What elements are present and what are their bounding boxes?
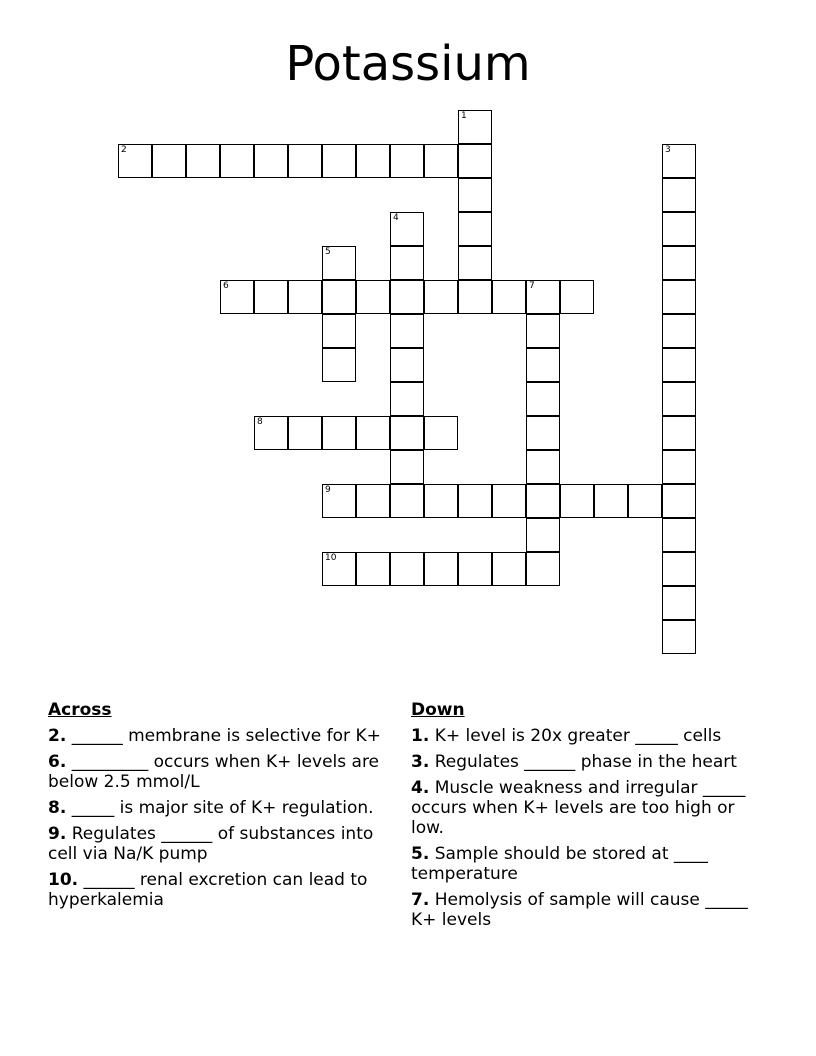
grid-cell[interactable] — [594, 484, 628, 518]
grid-cell[interactable] — [356, 280, 390, 314]
grid-cell[interactable] — [322, 348, 356, 382]
clue-number: 6. — [48, 752, 67, 772]
grid-cell[interactable] — [390, 382, 424, 416]
clue-text: _____ is major site of K+ regulation. — [66, 798, 374, 818]
clue-text: ______ membrane is selective for K+ — [66, 726, 381, 746]
grid-cell[interactable] — [220, 280, 254, 314]
grid-cell[interactable] — [526, 450, 560, 484]
grid-cell[interactable] — [390, 280, 424, 314]
grid-cell[interactable] — [662, 416, 696, 450]
grid-cell[interactable] — [390, 144, 424, 178]
grid-cell[interactable] — [390, 212, 424, 246]
grid-cell[interactable] — [662, 348, 696, 382]
clue-text: K+ level is 20x greater _____ cells — [429, 726, 722, 746]
grid-cell[interactable] — [560, 484, 594, 518]
clue-text: Regulates ______ of substances into cell via Na/K pump — [48, 824, 374, 864]
clue-text: Regulates ______ phase in the heart — [429, 752, 737, 772]
clue-number: 5. — [411, 844, 430, 864]
grid-cell[interactable] — [526, 552, 560, 586]
clue-across-6 — [48, 752, 388, 792]
grid-cell[interactable] — [288, 280, 322, 314]
grid-cell[interactable] — [458, 110, 492, 144]
grid-cell[interactable] — [526, 382, 560, 416]
grid-cell[interactable] — [526, 348, 560, 382]
grid-cell[interactable] — [662, 144, 696, 178]
grid-cell[interactable] — [254, 280, 288, 314]
cell-number: 4 — [393, 213, 399, 223]
grid-cell[interactable] — [322, 280, 356, 314]
clue-across-9 — [48, 824, 388, 864]
grid-cell[interactable] — [662, 586, 696, 620]
grid-cell[interactable] — [390, 348, 424, 382]
cell-number: 7 — [529, 281, 535, 291]
grid-cell[interactable] — [322, 416, 356, 450]
clue-number: 10. — [48, 870, 79, 890]
grid-cell[interactable] — [458, 212, 492, 246]
grid-cell[interactable] — [322, 552, 356, 586]
grid-cell[interactable] — [322, 484, 356, 518]
grid-cell[interactable] — [186, 144, 220, 178]
grid-cell[interactable] — [458, 246, 492, 280]
grid-cell[interactable] — [458, 552, 492, 586]
clue-number: 4. — [411, 778, 430, 798]
grid-cell[interactable] — [458, 280, 492, 314]
clue-across-10 — [48, 870, 388, 910]
grid-cell[interactable] — [526, 280, 560, 314]
grid-cell[interactable] — [662, 484, 696, 518]
grid-cell[interactable] — [424, 144, 458, 178]
clue-text: Muscle weakness and irregular _____ occurs when K+ levels are too high or low. — [411, 778, 746, 838]
cell-number: 3 — [665, 145, 671, 155]
grid-cell[interactable] — [662, 246, 696, 280]
grid-cell[interactable] — [458, 178, 492, 212]
across-heading: Across — [48, 700, 112, 720]
grid-cell[interactable] — [220, 144, 254, 178]
grid-cell[interactable] — [662, 314, 696, 348]
grid-cell[interactable] — [492, 280, 526, 314]
grid-cell[interactable] — [356, 416, 390, 450]
grid-cell[interactable] — [254, 144, 288, 178]
grid-cell[interactable] — [662, 382, 696, 416]
grid-cell[interactable] — [662, 450, 696, 484]
grid-cell[interactable] — [254, 416, 288, 450]
grid-cell[interactable] — [356, 552, 390, 586]
clue-text: Hemolysis of sample will cause _____ K+ levels — [411, 890, 748, 930]
grid-cell[interactable] — [424, 484, 458, 518]
grid-cell[interactable] — [356, 484, 390, 518]
grid-cell[interactable] — [628, 484, 662, 518]
down-heading: Down — [411, 700, 465, 720]
cell-number: 10 — [325, 553, 337, 563]
clue-down-1 — [411, 726, 751, 746]
grid-cell[interactable] — [424, 280, 458, 314]
cell-number: 8 — [257, 417, 263, 427]
clue-number: 2. — [48, 726, 67, 746]
cell-number: 6 — [223, 281, 229, 291]
grid-cell[interactable] — [390, 450, 424, 484]
clue-down-4 — [411, 778, 751, 838]
grid-cell[interactable] — [390, 484, 424, 518]
grid-cell[interactable] — [662, 620, 696, 654]
grid-cell[interactable] — [458, 484, 492, 518]
clue-number: 3. — [411, 752, 430, 772]
grid-cell[interactable] — [662, 518, 696, 552]
grid-cell[interactable] — [288, 144, 322, 178]
clue-across-2 — [48, 726, 388, 746]
grid-cell[interactable] — [322, 144, 356, 178]
grid-cell[interactable] — [526, 416, 560, 450]
clue-down-5 — [411, 844, 751, 884]
grid-cell[interactable] — [288, 416, 322, 450]
cell-number: 1 — [461, 111, 467, 121]
grid-cell[interactable] — [390, 416, 424, 450]
clue-across-8 — [48, 798, 388, 818]
grid-cell[interactable] — [492, 484, 526, 518]
across-clues — [48, 700, 388, 916]
grid-cell[interactable] — [662, 178, 696, 212]
grid-cell[interactable] — [152, 144, 186, 178]
grid-cell[interactable] — [390, 552, 424, 586]
grid-cell[interactable] — [424, 416, 458, 450]
grid-cell[interactable] — [526, 518, 560, 552]
grid-cell[interactable] — [560, 280, 594, 314]
down-clues — [411, 700, 751, 936]
grid-cell[interactable] — [322, 314, 356, 348]
clue-number: 1. — [411, 726, 430, 746]
cell-number: 9 — [325, 485, 331, 495]
cell-number: 5 — [325, 247, 331, 257]
grid-cell[interactable] — [356, 144, 390, 178]
clue-text: Sample should be stored at ____ temperature — [411, 844, 708, 884]
grid-cell[interactable] — [662, 212, 696, 246]
grid-cell[interactable] — [662, 552, 696, 586]
grid-cell[interactable] — [526, 484, 560, 518]
clue-text: _________ occurs when K+ levels are below 2.5 mmol/L — [48, 752, 380, 792]
grid-cell[interactable] — [118, 144, 152, 178]
grid-cell[interactable] — [390, 246, 424, 280]
clue-down-7 — [411, 890, 751, 930]
clue-number: 9. — [48, 824, 67, 844]
grid-cell[interactable] — [492, 552, 526, 586]
clue-down-3 — [411, 752, 751, 772]
grid-cell[interactable] — [662, 280, 696, 314]
grid-cell[interactable] — [322, 246, 356, 280]
cell-number: 2 — [121, 145, 127, 155]
grid-cell[interactable] — [390, 314, 424, 348]
grid-cell[interactable] — [458, 144, 492, 178]
clue-text: ______ renal excretion can lead to hyperkalemia — [48, 870, 368, 910]
puzzle-title: Potassium — [285, 36, 531, 92]
grid-cell[interactable] — [424, 552, 458, 586]
clue-number: 8. — [48, 798, 67, 818]
grid-cell[interactable] — [526, 314, 560, 348]
clue-number: 7. — [411, 890, 430, 910]
